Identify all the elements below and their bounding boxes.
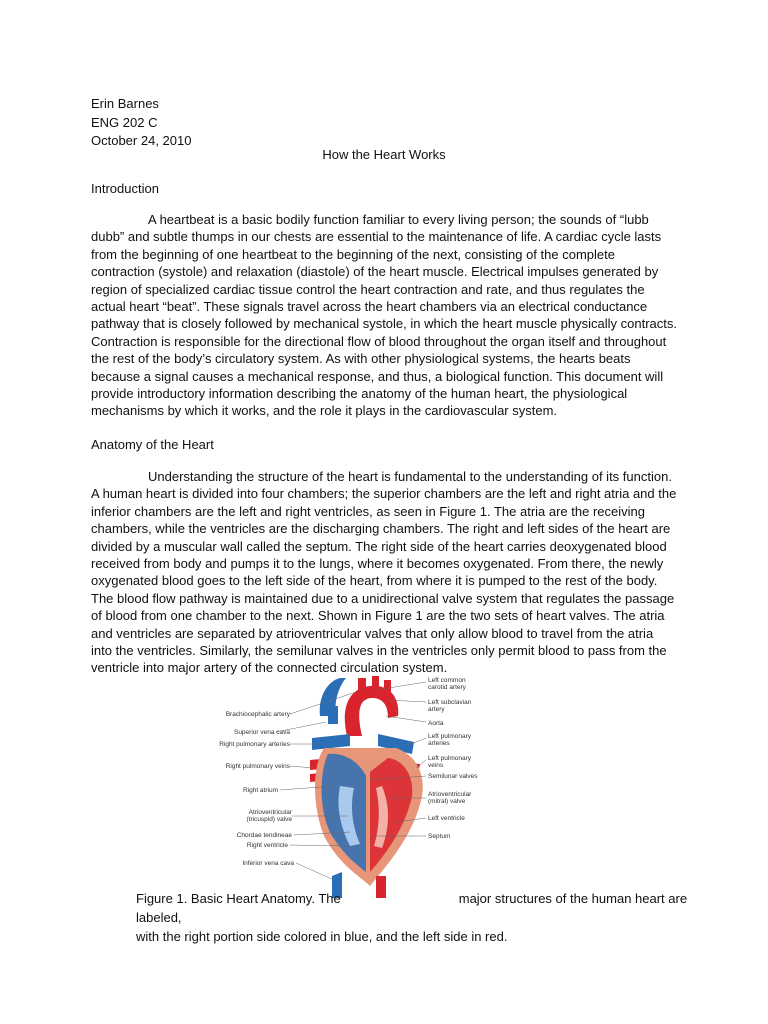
carotid-artery-shape xyxy=(372,676,379,698)
vessel-shape xyxy=(328,706,338,724)
label-av-valve-2: (tricuspid) valve xyxy=(246,816,292,823)
caption-part-1: Figure 1. Basic Heart Anatomy. The xyxy=(136,891,341,906)
label-right-ventricle: Right ventricle xyxy=(246,842,288,849)
course-code: ENG 202 C xyxy=(91,115,158,130)
label-right-atrium: Right atrium xyxy=(242,787,278,794)
subclavian-artery-shape xyxy=(384,680,391,700)
label-carotid-1: Left common xyxy=(428,677,466,684)
label-carotid-2: carotid artery xyxy=(428,684,466,691)
label-mitral-1: Atrioventricular xyxy=(428,791,472,798)
label-superior-vena-cava: Superior vena cava xyxy=(233,729,290,736)
author-name: Erin Barnes xyxy=(91,96,159,111)
anatomy-paragraph xyxy=(91,468,677,677)
label-subclavian-1: Left subclavian xyxy=(428,699,472,706)
label-right-pulmonary-veins: Right pulmonary veins xyxy=(225,763,290,770)
right-pulmonary-artery-shape xyxy=(312,734,350,750)
heart-anatomy-figure xyxy=(200,676,500,898)
label-left-ventricle: Left ventricle xyxy=(428,815,465,822)
label-aorta: Aorta xyxy=(428,720,444,727)
figure-caption xyxy=(136,889,696,946)
right-labels xyxy=(428,677,478,840)
document-title: How the Heart Works xyxy=(322,147,446,162)
caption-part-2: major structures of the human heart are labeled, xyxy=(136,891,688,925)
label-left-pulm-veins-1: Left pulmonary xyxy=(428,755,471,762)
caption-part-3: with the right portion side colored in blue, and the left side in red. xyxy=(136,929,508,944)
intro-heading: Introduction xyxy=(91,181,159,196)
label-left-pulm-arteries-2: arteries xyxy=(428,740,450,747)
anatomy-text: Understanding the structure of the heart is fundamental to the understanding of its function. A human heart is divided into four chambers; the superior chambers are the left and right atria and the inferior chambers are the left and right ventricles, as seen in Figure 1. The atria are the receiving chambers, while the ventricles are the discharging chambers. The right and left sides of the heart are divided by a muscular wall called the septum. The right side of the heart carries deoxygenated blood received from body and pumps it to the lungs, where it becomes oxygenated. From there, the newly oxygenated blood goes to the left side of the heart, from where it is pumped to the rest of the body. The blood flow pathway is maintained due to a unidirectional valve system that regulates the passage of blood from one chamber to the next. Shown in Figure 1 are the two sets of heart valves. The atria and ventricles are separated by atrioventricular valves that only allow blood to travel from the atria into the ventricles. Similarly, the semilunar valves in the ventricles only permit blood to pass from the ventricle into major artery of the connected circulation system. xyxy=(91,469,677,676)
label-mitral-2: (mitral) valve xyxy=(428,798,466,805)
label-inferior-vena-cava: Inferior vena cava xyxy=(242,860,294,867)
label-brachiocephalic: Brachiocephalic artery xyxy=(225,711,290,718)
brachiocephalic-artery-shape xyxy=(358,678,366,700)
anatomy-heading: Anatomy of the Heart xyxy=(91,437,214,452)
document-date: October 24, 2010 xyxy=(91,133,192,148)
label-chordae: Chordae tendineae xyxy=(236,832,292,839)
label-septum: Septum xyxy=(428,833,451,840)
label-right-pulmonary-arteries: Right pulmonary arteries xyxy=(219,741,290,748)
intro-paragraph xyxy=(91,211,677,420)
label-left-pulm-arteries-1: Left pulmonary xyxy=(428,733,471,740)
label-av-valve-1: Atrioventricular xyxy=(248,809,292,816)
label-subclavian-2: artery xyxy=(428,706,445,713)
label-semilunar: Semilunar valves xyxy=(428,773,478,780)
left-labels xyxy=(219,711,294,867)
intro-text: A heartbeat is a basic bodily function familiar to every living person; the sounds of “lubb dubb” and subtle thumps in our chests are essential to the maintenance of life. A cardiac cycle lasts from the beginning of one heartbeat to the beginning of the next, consisting of the complete contraction (systole) and relaxation (diastole) of the heart muscle. Electrical impulses generated by region of specialized cardiac tissue control the heart contraction and rate, and thus regulates the actual heart “beat”. These signals travel across the heart chambers via an electrical conductance pathway that is closely followed by mechanical systole, in which the heart muscle physically contracts. Contraction is responsible for the directional flow of blood throughout the organ itself and throughout the rest of the body’s circulatory system. As with other physiological systems, the hearts beats because a signal causes a mechanical response, and thus, a biological function. This document will provide introductory information describing the anatomy of the human heart, the physiological mechanisms by which it works, and the role it plays in the cardiovascular system. xyxy=(91,212,677,419)
label-left-pulm-veins-2: veins xyxy=(428,762,444,769)
